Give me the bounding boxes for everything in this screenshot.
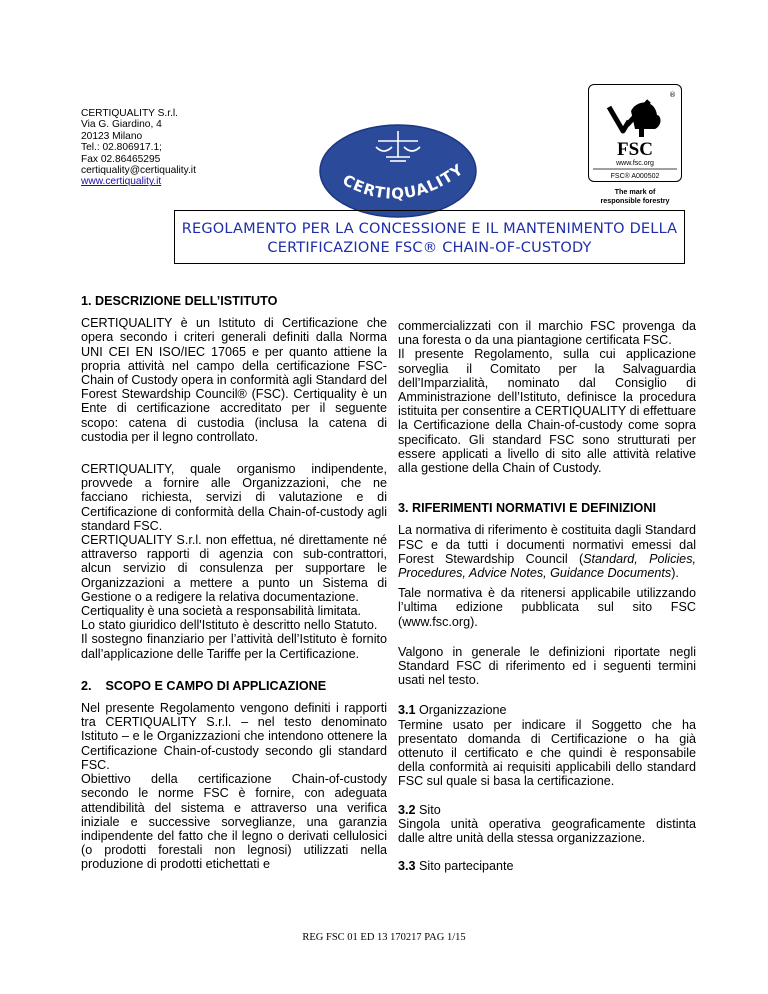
definition-heading-3-2: 3.2 Sito xyxy=(398,802,441,817)
company-name: CERTIQUALITY S.r.l. xyxy=(81,108,178,119)
document-title xyxy=(174,210,685,264)
certiquality-logo xyxy=(318,123,478,219)
definition-text: Singola unità operativa geograficamente distinta dalle altre unità della stessa organizzazione. xyxy=(398,816,696,846)
paragraph: Certiquality è una società a responsabilità limitata. xyxy=(81,604,362,619)
company-website-link[interactable]: www.certiquality.it xyxy=(81,176,162,188)
logo-text: CERTIQUALITY xyxy=(339,160,467,203)
paragraph: Il sostegno finanziario per l’attività dell’Istituto è fornito dall’applicazione delle Tariffe per la Certificazione. xyxy=(81,632,387,661)
section-heading-1: 1. DESCRIZIONE DELL’ISTITUTO xyxy=(81,294,278,308)
svg-text:®: ® xyxy=(669,91,676,99)
paragraph: CERTIQUALITY, quale organismo indipendente, provvede a fornire alle Organizzazioni, che ne facciano richiesta, servizi di valutazione e di Certificazione di conformità della Chain-of-custody agli standard FSC. xyxy=(81,462,387,533)
left-column xyxy=(81,294,387,872)
section-heading-2: 2. SCOPO E CAMPO DI APPLICAZIONE xyxy=(81,678,327,693)
company-address xyxy=(81,108,196,188)
paragraph: CERTIQUALITY è un Istituto di Certificazione che opera secondo i criteri generali definiti dalla Norma UNI CEI EN ISO/IEC 17065 e per quanto attiene la propria attività nel campo della certificazione FSC-Chain of Custody opera in conformità agli Standard del Forest Stewardship Council® (FSC). Certiquality è un Ente di certificazione accreditato per il seguente scopo: catena di custodia (inclusa la catena di custodia per il legno controllato. xyxy=(81,316,387,444)
paragraph: CERTIQUALITY S.r.l. non effettua, né direttamente né attraverso rapporti di agenzia con sub-contrattori, alcun servizio di consulenza per supportare le Organizzazioni a mettere a punto un Sistema di Gestione o a redigere la relativa documentazione. xyxy=(81,533,387,604)
company-email: certiquality@certiquality.it xyxy=(81,165,196,177)
definition-heading-3-3: 3.3 Sito partecipante xyxy=(398,859,514,874)
page-footer: REG FSC 01 ED 13 170217 PAG 1/15 xyxy=(302,932,466,943)
fsc-tagline-2: responsible forestry xyxy=(600,195,670,205)
title-line-1: REGOLAMENTO PER LA CONCESSIONE E IL MANTENIMENTO DELLA xyxy=(181,221,678,237)
company-fax: Fax 02.86465295 xyxy=(81,153,161,165)
fsc-url: www.fsc.org xyxy=(616,160,654,167)
title-line-2: CERTIFICAZIONE FSC® CHAIN-OF-CUSTODY xyxy=(267,240,592,256)
fsc-acronym: FSC xyxy=(617,139,653,160)
fsc-logo xyxy=(588,84,682,205)
section-heading-3: 3. RIFERIMENTI NORMATIVI E DEFINIZIONI xyxy=(398,501,656,516)
paragraph: La normativa di riferimento è costituita dagli Standard FSC e da tutti i documenti normativi emessi dal Forest Stewardship Council (Standard, Policies, Procedures, Advice Notes, Guidance Documents). xyxy=(398,523,696,581)
definition-heading-3-1: 3.1 Organizzazione xyxy=(398,703,507,718)
paragraph: Nel presente Regolamento vengono definiti i rapporti tra CERTIQUALITY S.r.l. – nel testo denominato Istituto – e le Organizzazioni che intendono ottenere la Certificazione Chain-of-custody secondo gli standard FSC. xyxy=(81,701,387,772)
fsc-tree-icon xyxy=(589,85,681,181)
company-tel: Tel.: 02.806917.1; xyxy=(81,142,162,154)
definition-text: Termine usato per indicare il Soggetto che ha presentato domanda di Certificazione o ha già ottenuto il certificato e che quindi è responsabile della conformità ai requisiti applicabili dello standard FSC sul quale si basa la certificazione. xyxy=(398,717,696,789)
paragraph: Valgono in generale le definizioni riportate negli Standard FSC di riferimento ed i seguenti termini usati nel testo. xyxy=(398,644,696,688)
paragraph: Il presente Regolamento, sulla cui applicazione sorveglia il Comitato per la Salvaguardia dell’Imparzialità, nominato dal Consiglio di Amministrazione dell’Istituto, definisce la procedura istituita per consentire a CERTIQUALITY di effettuare la Certificazione della Chain-of-custody come sopra specificato. Gli standard FSC sono strutturati per essere applicati a livello di sito alle attività relative alla gestione della Chain of Custody. xyxy=(398,347,696,476)
company-street: Via G. Giardino, 4 xyxy=(81,119,162,131)
right-column xyxy=(398,319,696,874)
fsc-tagline-1: The mark of xyxy=(614,187,656,196)
paragraph: Tale normativa è da ritenersi applicabile utilizzando l’ultima edizione pubblicata sul sito FSC (www.fsc.org). xyxy=(398,586,696,629)
paragraph: commercializzati con il marchio FSC provenga da una foresta o da una piantagione certificata FSC. xyxy=(398,319,696,348)
paragraph: Lo stato giuridico dell'Istituto è descritto nello Statuto. xyxy=(81,618,378,633)
fsc-license: FSC® A000502 xyxy=(610,173,660,180)
paragraph: Obiettivo della certificazione Chain-of-custody secondo le norme FSC è fornire, con adeguata attendibilità del sistema e attraverso una verifica iniziale e successive sorveglianze, una garanzia indipendente del fatto che il legno o derivati cellulosici (o prodotti forestali non legnosi) utilizzati nella produzione di prodotti etichettati e xyxy=(81,772,387,872)
company-city: 20123 Milano xyxy=(81,130,143,142)
